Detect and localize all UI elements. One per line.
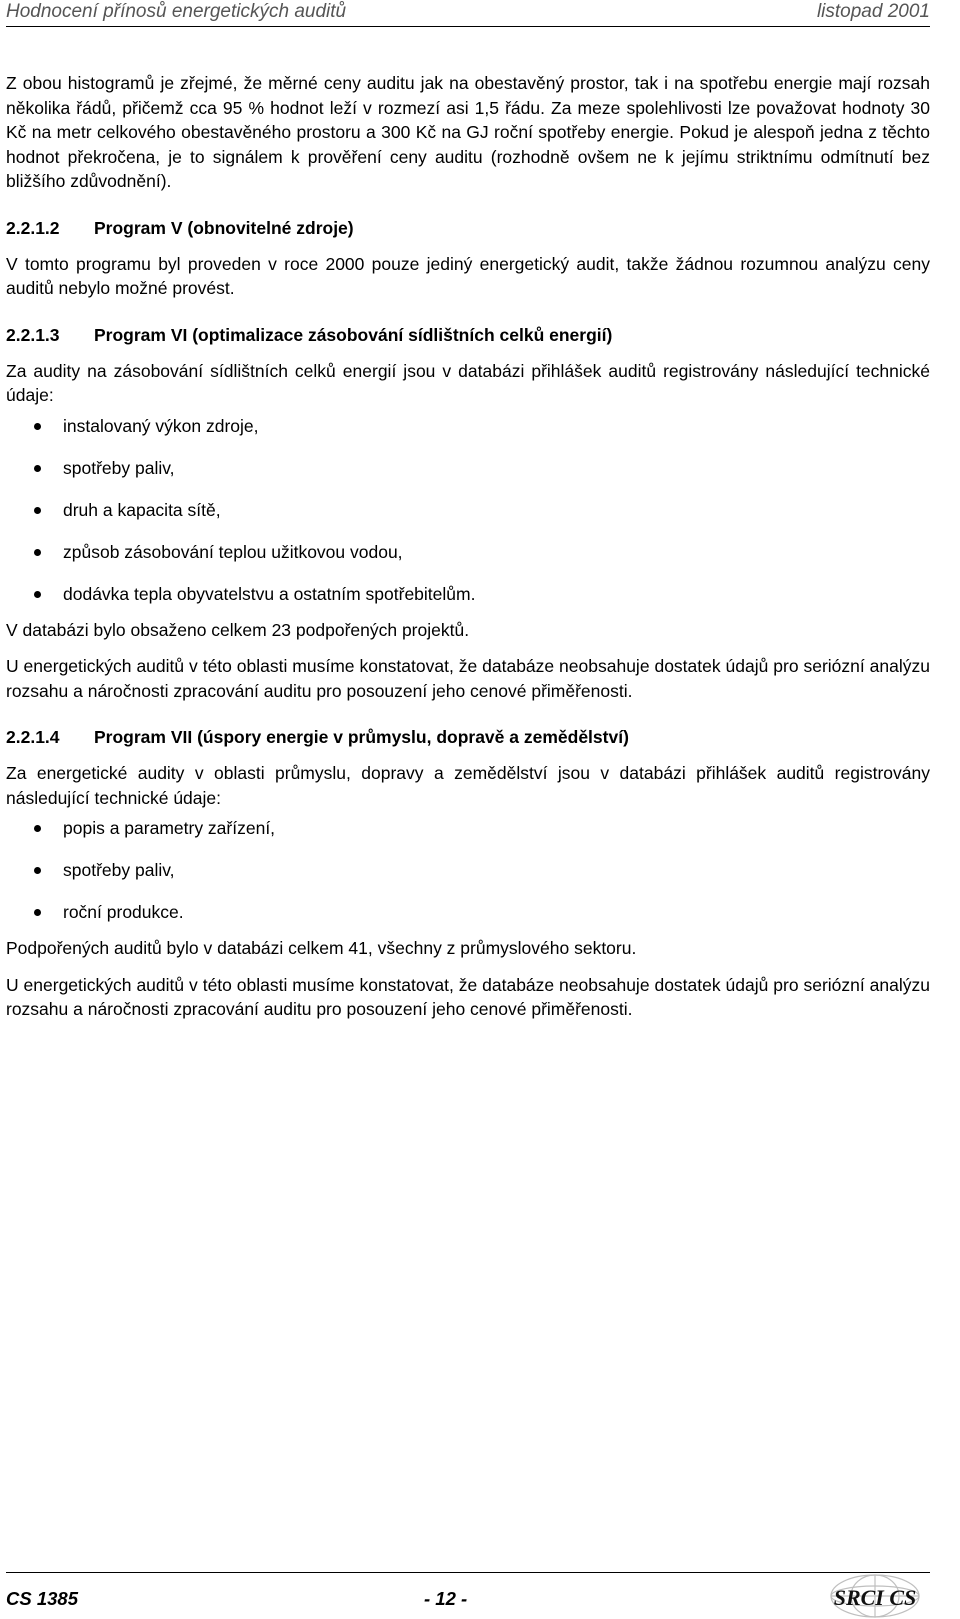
header-title: Hodnocení přínosů energetických auditů [6,1,347,22]
bullet-icon [34,591,41,598]
section-heading-program-v [6,216,930,240]
list-item-text: roční produkce. [63,902,184,922]
intro-paragraph: Z obou histogramů je zřejmé, že měrné ceny auditu jak na obestavěný prostor, tak i na spotřebu energie mají rozsah několika řádů, přičemž cca 95 % hodnot leží v rozmezí asi 1,5 řádu. Za meze spolehlivosti lze považovat hodnoty 30 Kč na metr celkového obestavěného prostoru a 300 Kč na GJ roční spotřeby energie. Pokud je alespoň jedna z těchto hodnot překročena, je to signálem k prověření ceny auditu (rozhodně ovšem ne k jejímu striktnímu odmítnutí bez bližšího zdůvodnění). [6,73,930,191]
page-footer [6,1572,930,1619]
bullet-icon [34,867,41,874]
footer-page-number: - 12 - [424,1588,468,1609]
bullet-icon [34,465,41,472]
list-item [6,858,930,900]
list-item-text: druh a kapacita sítě, [63,499,221,520]
bullet-list [6,816,930,936]
document-body [6,71,930,1022]
section-number: 2.2.1.4 [6,727,60,747]
list-item [6,816,930,858]
page-header [6,0,930,27]
logo-text: SRCI CS [833,1585,917,1610]
section-title: Program VII (úspory energie v průmyslu, dopravě a zemědělství) [94,727,629,747]
list-item-text: popis a parametry zařízení, [63,818,276,838]
list-item [6,540,930,582]
section-number: 2.2.1.2 [6,217,60,238]
bullet-icon [34,909,41,916]
bullet-icon [34,423,41,430]
list-item [6,900,930,936]
section-title: Program VI (optimalizace zásobování sídlištních celků energií) [94,324,613,345]
section-heading-program-vii [6,725,930,749]
header-date: listopad 2001 [816,1,930,22]
section-title: Program V (obnovitelné zdroje) [94,217,354,238]
list-item [6,456,930,498]
list-item-text: spotřeby paliv, [63,457,175,478]
bullet-list [6,414,930,618]
section-heading-program-vi [6,323,930,347]
bullet-icon [34,549,41,556]
list-item-text: spotřeby paliv, [63,860,175,880]
bullet-icon [34,507,41,514]
paragraph: U energetických auditů v této oblasti musíme konstatovat, že databáze neobsahuje dostatek údajů pro seriózní analýzu rozsahu a náročnosti zpracování auditu pro posouzení jeho cenové přiměřenosti. [6,974,930,1019]
list-item [6,498,930,540]
paragraph: V databázi bylo obsaženo celkem 23 podpořených projektů. [6,619,470,640]
paragraph: U energetických auditů v této oblasti musíme konstatovat, že databáze neobsahuje dostatek údajů pro seriózní analýzu rozsahu a náročnosti zpracování auditu pro posouzení jeho cenové přiměřenosti. [6,656,930,701]
paragraph: Za energetické audity v oblasti průmyslu, dopravy a zemědělství jsou v databázi přihlášek auditů registrovány následující technické údaje: [6,763,930,808]
bullet-icon [34,825,41,832]
footer-doc-id: CS 1385 [6,1588,78,1609]
paragraph: Za audity na zásobování sídlištních celků energií jsou v databázi přihlášek auditů registrovány následující technické údaje: [6,360,930,405]
list-item-text: instalovaný výkon zdroje, [63,415,259,436]
paragraph: Podpořených auditů bylo v databázi celkem 41, všechny z průmyslového sektoru. [6,938,637,958]
paragraph: V tomto programu byl proveden v roce 2000 pouze jediný energetický audit, takže žádnou rozumnou analýzu ceny auditů nebylo možné provést. [6,253,930,298]
list-item-text: dodávka tepla obyvatelstvu a ostatním spotřebitelům. [63,583,476,604]
list-item-text: způsob zásobování teplou užitkovou vodou, [63,541,403,562]
srci-logo-icon [820,1573,930,1619]
section-number: 2.2.1.3 [6,324,60,345]
list-item [6,414,930,456]
list-item [6,582,930,618]
